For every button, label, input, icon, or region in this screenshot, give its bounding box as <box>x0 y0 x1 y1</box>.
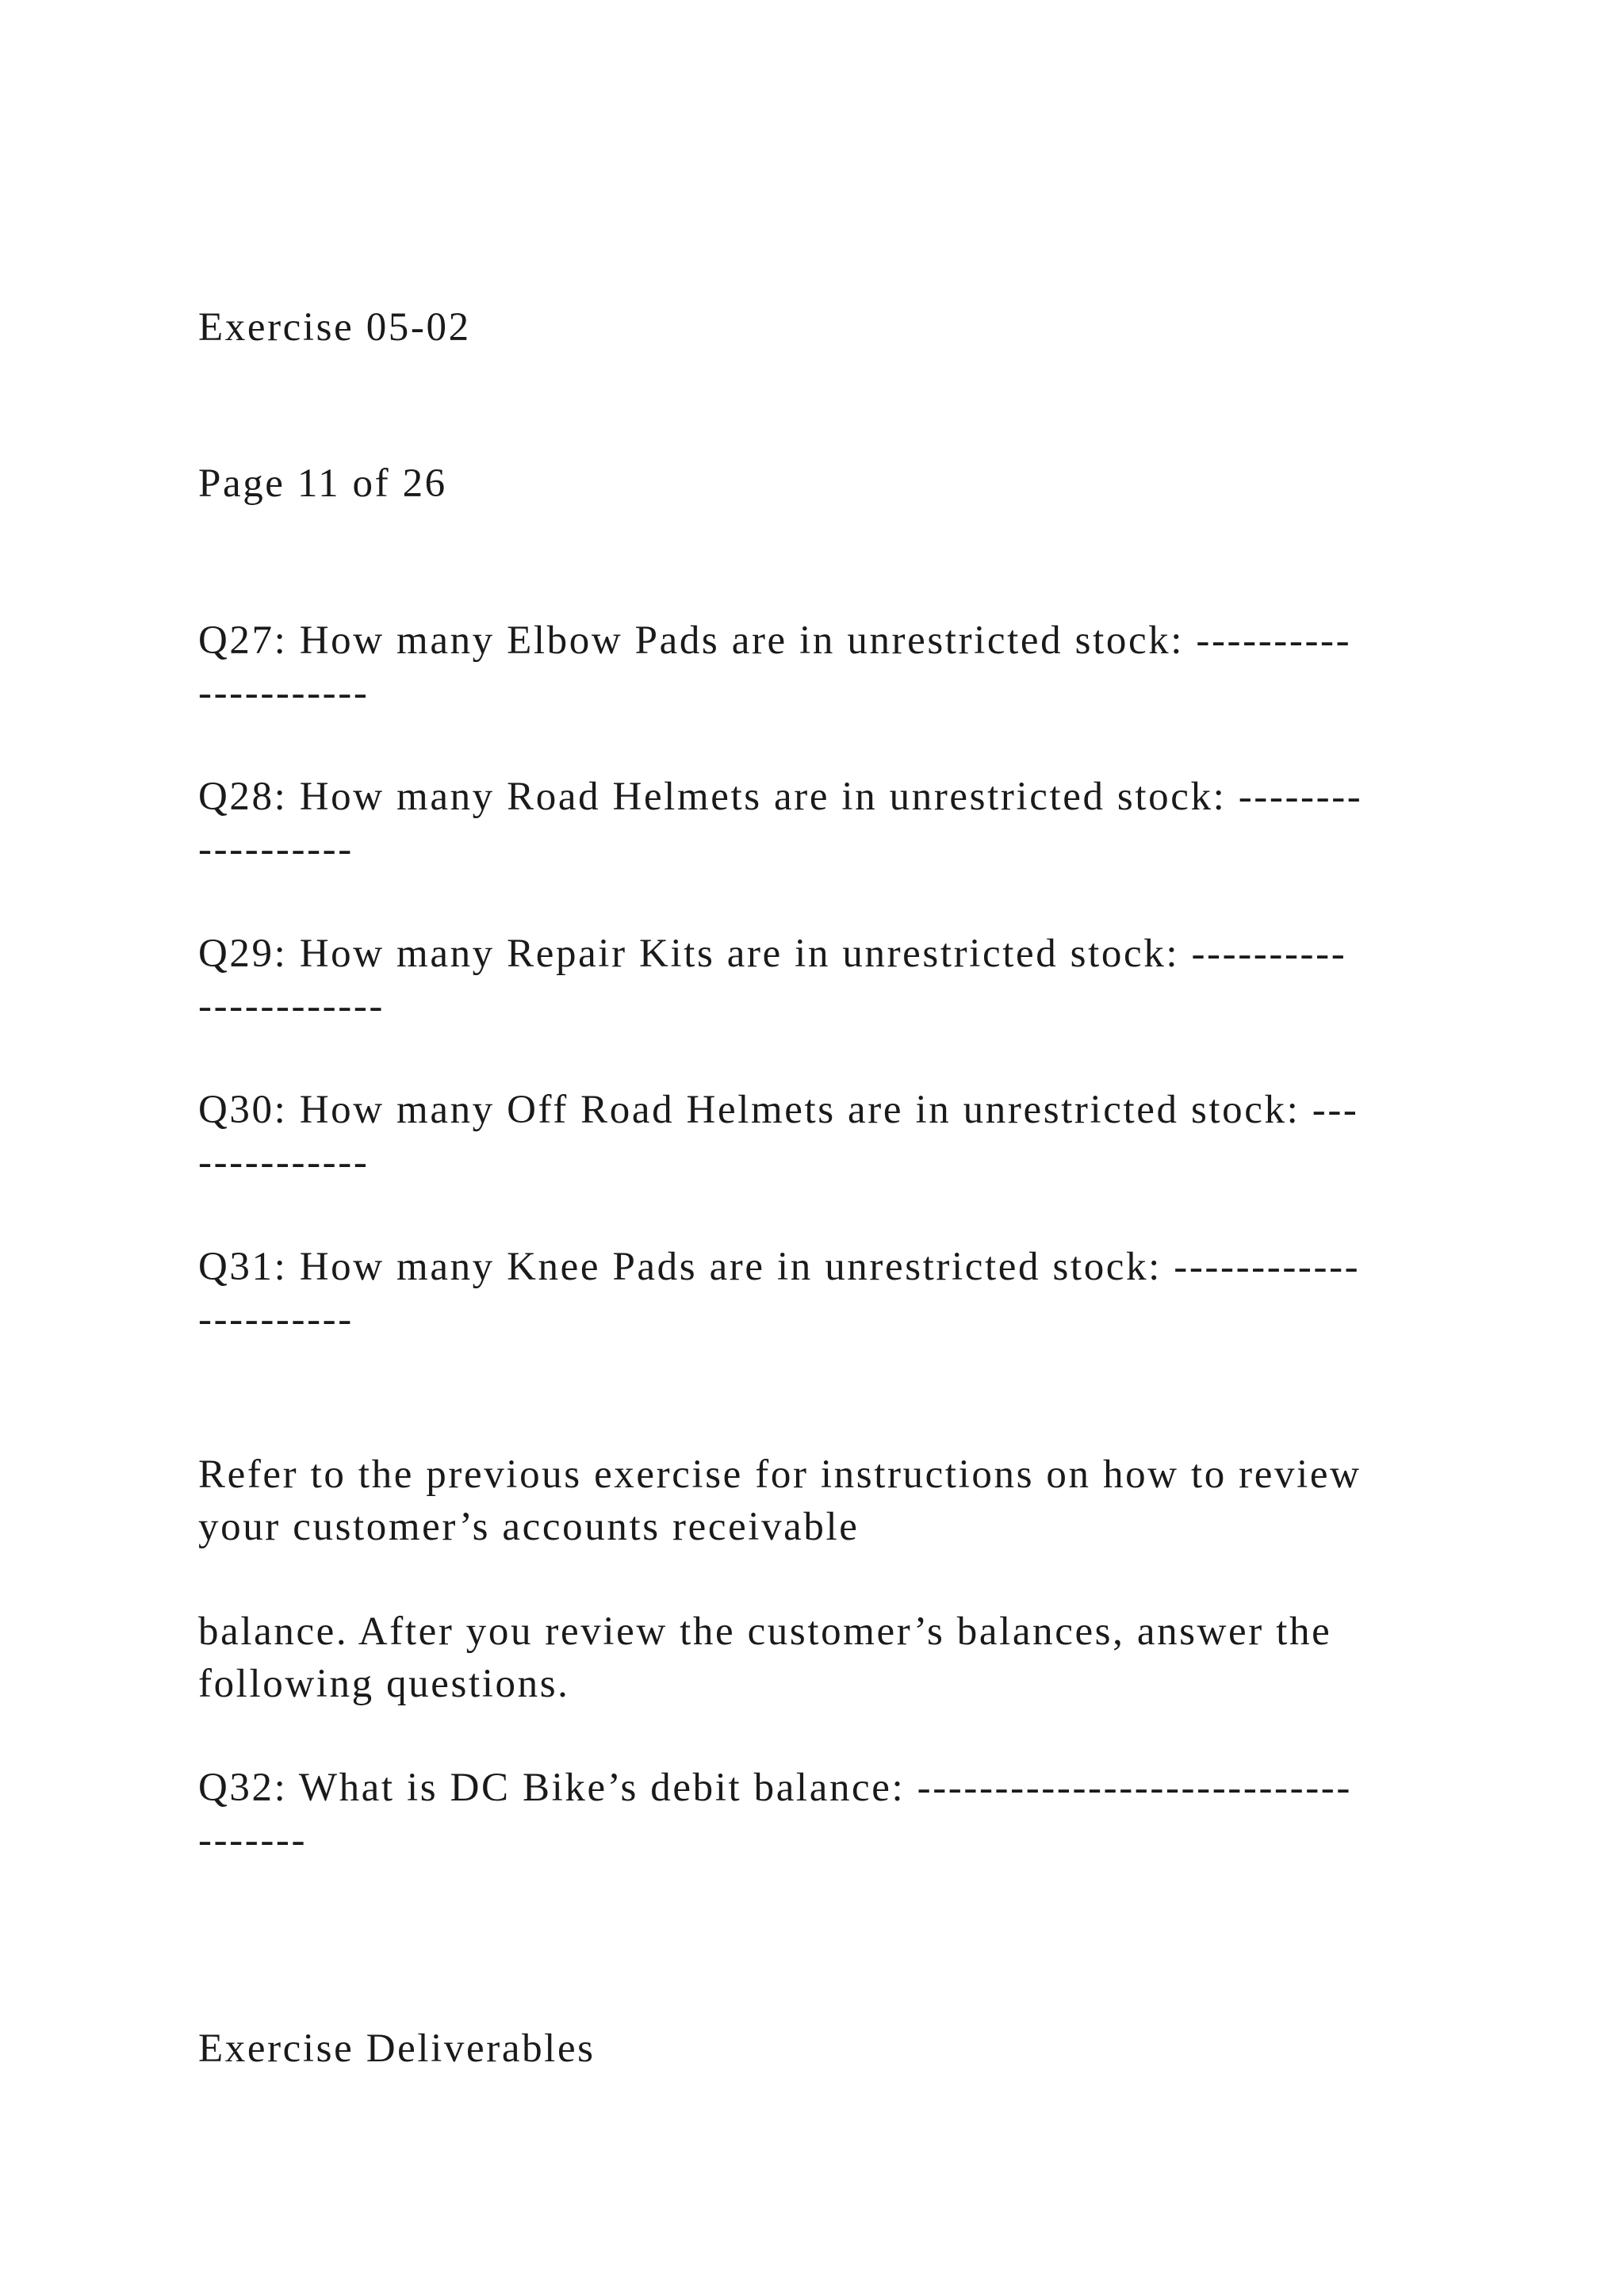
question-q32: Q32: What is DC Bike’s debit balance: ---------------------------- <box>198 1766 1352 1810</box>
question-q28-answer-line: ---------- <box>198 827 354 871</box>
exercise-title: Exercise 05-02 <box>198 305 471 350</box>
question-q29-answer-line: ------------ <box>198 984 385 1028</box>
instruction-paragraph-1: Refer to the previous exercise for instructions on how to review <box>198 1452 1362 1497</box>
question-q28: Q28: How many Road Helmets are in unrestricted stock: -------- <box>198 775 1363 819</box>
question-q27-answer-line: ----------- <box>198 671 370 715</box>
page-indicator: Page 11 of 26 <box>198 461 447 506</box>
section-heading-deliverables: Exercise Deliverables <box>198 2026 596 2071</box>
question-q32-answer-line: ------- <box>198 1818 308 1862</box>
instruction-paragraph-2: balance. After you review the customer’s balances, answer the <box>198 1609 1332 1654</box>
question-q31: Q31: How many Knee Pads are in unrestricted stock: ------------ <box>198 1245 1361 1289</box>
question-q30: Q30: How many Off Road Helmets are in unrestricted stock: --- <box>198 1088 1359 1132</box>
question-q29: Q29: How many Repair Kits are in unrestricted stock: ---------- <box>198 932 1347 976</box>
question-q30-answer-line: ----------- <box>198 1140 370 1184</box>
question-q27: Q27: How many Elbow Pads are in unrestricted stock: ---------- <box>198 618 1352 663</box>
instruction-paragraph-2-cont: following questions. <box>198 1662 570 1706</box>
question-q31-answer-line: ---------- <box>198 1297 354 1341</box>
instruction-paragraph-1-cont: your customer’s accounts receivable <box>198 1505 860 1549</box>
